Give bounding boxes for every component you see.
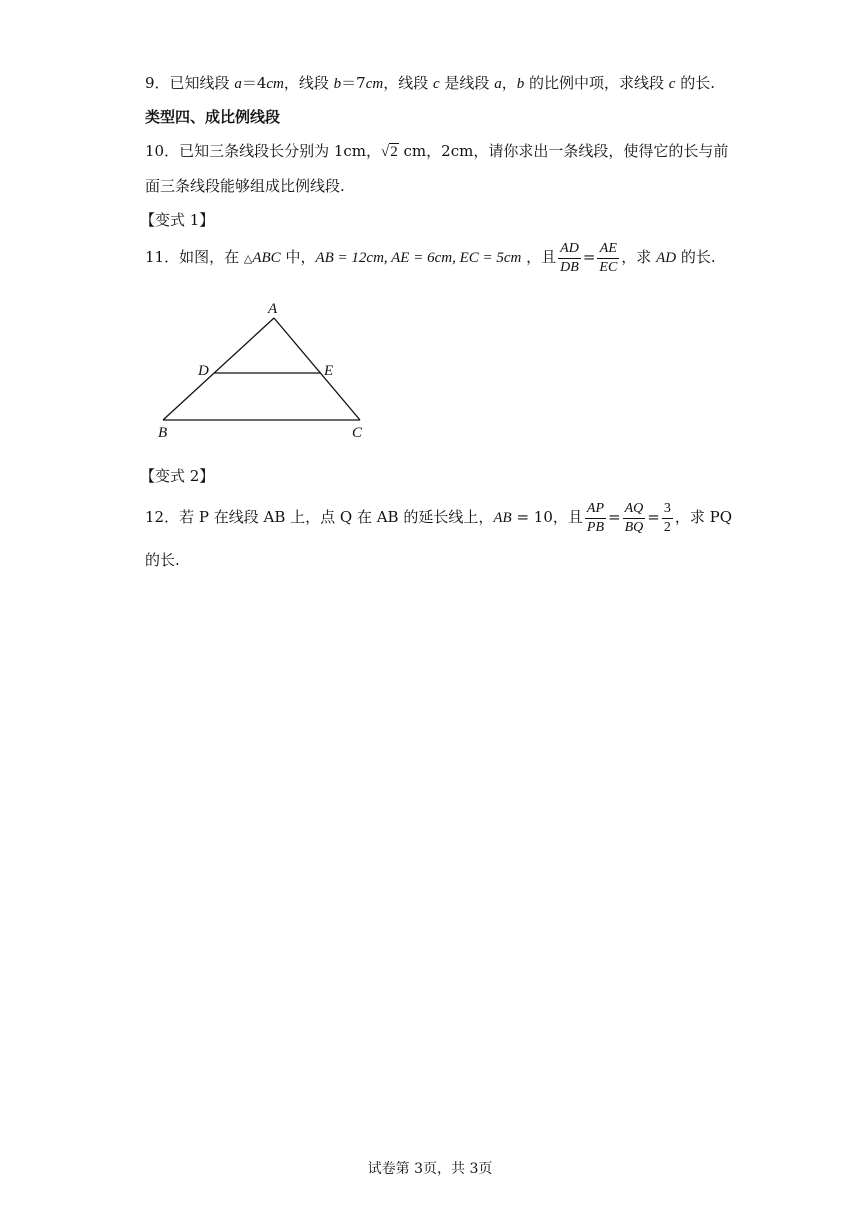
label-c: C [352, 425, 363, 441]
question-9: 9．已知线段 a＝4cm，线段 b＝7cm，线段 c 是线段 a，b 的比例中项，求线段 c 的长. [145, 74, 715, 92]
section-title: 类型四、成比例线段 [145, 108, 281, 126]
question-12-line2: 的长. [145, 551, 180, 569]
variant-2-label: 【变式 2】 [140, 467, 215, 485]
fraction-aq-bq: $\frac{AQ}{BQ}$ [624, 500, 644, 535]
side-ab [163, 318, 274, 420]
label-b: B [158, 425, 168, 441]
question-10: 10．已知三条线段长分别为 1cm，√2 cm，2cm，请你求出一条线段，使得它的长与前 [145, 142, 729, 160]
label-d: D [198, 363, 209, 379]
triangle-figure [150, 296, 380, 446]
question-12: 12．若 P 在线段 AB 上，点 Q 在 AB 的延长线上，AB = 10，且 $\frac{AP}{PB}$ = $\frac{AQ}{BQ}$ = $\frac{3}{2}$ ，求 PQ [145, 500, 732, 535]
fraction-3-2: $\frac{3}{2}$ [663, 500, 671, 535]
question-11: 11．如图，在 △ABC 中，AB = 12cm, AE = 6cm, EC = 5cm ，且 $\frac{AD}{DB}$ = $\frac{AE}{EC}$ ，求 AD 的长. [145, 240, 716, 275]
q11-given: AB = 12cm, AE = 6cm, EC = 5cm [315, 250, 522, 266]
triangle-symbol: △ [243, 252, 253, 265]
question-10-line2: 面三条线段能够组成比例线段. [145, 177, 345, 195]
label-e: E [324, 363, 334, 379]
side-ac [274, 318, 360, 420]
variant-1-label: 【变式 1】 [140, 211, 215, 229]
q9-number: 9． [145, 74, 170, 92]
q11-number: 11． [145, 248, 180, 266]
page-footer: 试卷第 3页，共 3页 [367, 1161, 493, 1177]
q10-number: 10． [145, 142, 180, 160]
fraction-ad-db: $\frac{AD}{DB}$ [560, 240, 579, 275]
sqrt-2: √2 [381, 144, 398, 160]
fraction-ap-pb: $\frac{AP}{PB}$ [586, 500, 604, 535]
fraction-ae-ec: $\frac{AE}{EC}$ [599, 240, 618, 275]
q12-number: 12． [145, 508, 180, 526]
label-a: A [268, 301, 278, 317]
